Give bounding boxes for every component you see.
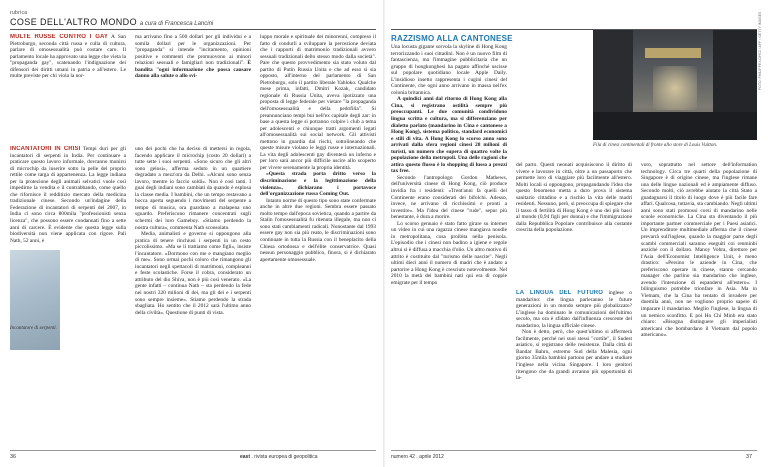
russia-story-p2: ma arrivano fino a 500 dollari per gli individui e a somila dollari per le organizzazioni. Per "propaganda" si intende "incitamento, opinioni positive e commenti che promuovono ai minori relazioni sessuali e famigliari non tradizionali". — [135, 34, 251, 67]
snake-charmer-photo — [10, 250, 60, 350]
column-byline: a cura di Francesca Lancini — [139, 21, 214, 27]
hongkong-story-p3: Secondo l'antropologo Gordon Mathews, dell'università cinese di Hong Kong, ciò produce invidia fra i residenti: «Trent'anni fa quelli del Continente erano considerati dei bifolchi. Adesso, invece, ne arrivano di ricchissimi e pronti a investire». Ma l'idea del cinese "rude", sepur più benestante, è dura a morire. — [391, 174, 507, 221]
snake-story-p2: uno dei pochi che ha deciso di mettersi in regola, facendo applicare il microchip (costo 20 dollari) a tutte sette i suoi serpenti. «Sono sicuro che gli altri sono gelosi», afferma seduto in un quartiere degradato a mezz'ora da Delhi. «Alcuni sono senza lavoro, mentre io faccio soldi». Non è così tanti. I guai degli indiani sono cambiati da quando è esplosa la classe media. I bambini, che un tempo restavano a bocca aperta seguendo i movimenti del serpente a tempo di musica, ora guardano a malapena uno sguardo. Preferiscono rimanere concentrati sugli schermi dei loro Gameboy. «Stiamo perdendo la nostra cultura», commenta Nath sconsolato. — [135, 146, 251, 231]
snake-story-p3: Media, animalisti e governo si oppongono alla pratica di tenere rinchiusi i serpenti in un cesto piccolissimo. «Ma se li trattiamo come figli», insiste l'incantatore. «Dormono con me e mangiano meglio di me». Sono ormai pochi coloro che rimangono gli incantatori negli spettacoli di matrimoni, compleanni e feste scolastiche. Forse il cobra, considerato un attributo del dio Shiva, non è più così venerato. «La gente infatti – continua Nath – sta perdendo la fede nei nostri 320 milioni di dei, ma gli dei e i serpenti sono sempre insieme». Stiamo perdendo la strada sbagliata. Ho sentito che il 2012 sarà l'ultimo anno della civiltà». Questione di punti di vista. — [135, 231, 251, 316]
language-story-col2 — [641, 162, 757, 444]
hongkong-story-col1 — [391, 44, 507, 444]
snake-story-col1b — [70, 146, 126, 436]
header-rule-left — [10, 29, 376, 30]
page-number-left: 36 — [10, 454, 17, 460]
hongkong-story-p4: Lo scorso gennaio è stato fatto girare su internet un video in cui una ragazza cinese mangiava noodle in metropolitana, cosa proibita nella penisola. L'episodio che i cinesi non badino a igiene e regole altrui si è diffusa a macchia d'olio. Un altro motivo di attrito è costituito dal "turismo delle nascite". Negli ultimi dieci anni il numero di madri che è andato a partorire a Hong Kong è cresciuto notevolmente. Nel 2010 la metà dei bambini nati qui era di coppie emigrate per il tempo — [391, 220, 507, 286]
footer-rule-left — [10, 450, 376, 451]
footer-brand: east — [240, 454, 251, 460]
russia-story-col3 — [260, 34, 376, 442]
column-title — [10, 17, 213, 27]
louis-vuitton-caption: Fila di cinesi continentali di fronte allo store di Louis Vuitton. — [593, 143, 718, 148]
column-name: COSE DELL'ALTRO MONDO — [10, 17, 137, 27]
photo-credit: FOTO: PHILIPPE LOPEZ / AFP / GETTY IMAGES — [758, 11, 762, 90]
russia-story-kicker: MULTE RUSSE CONTRO I GAY — [10, 34, 108, 40]
footer-rule-right — [391, 450, 757, 451]
snake-charmer-caption: Incantatore di serpenti. — [10, 326, 57, 331]
snake-story-col2 — [135, 146, 251, 442]
hongkong-story-p1: Una locusta gigante sorvola la skyline di Hong Kong terrorizzando i suoi cittadini. Non è un nuovo film di fantascienza, ma l'immagine pubblicitaria che un gruppo di hongkonghesi ha pagato affinché uscisse sul popolare quotidiano locale Apple Daily. L'insidioso insetto rappresenta i cugini cinesi del Continente, che ogni anno arrivano in massa nell'ex colonia britannica. — [391, 44, 507, 96]
page-fold — [383, 0, 385, 467]
footer-brand-left: east . rivista europea di geopolitica — [240, 454, 318, 460]
russia-story-p6: Intanto norme di questo tipo sono state confermate anche in altre due regioni. Sembra essere passato molto tempo dall'epoca sovietica, quando a partire da Stalin l'omosessualità fu ritenuta illegale, ma non ci sono stati cambiamenti radicali. Nonostante dal 1993 essere gay non sia più reato, le discriminazioni sono continuate in tutta la Russia con il beneplacito della Chiesa ortodossa e dell'élite conservatrice. Quasi nessun personaggio pubblico, finora, si è dichiarato apertamente omosessuale. — [260, 197, 376, 263]
rubrica-label: rubrica — [10, 10, 28, 16]
hongkong-story-p5: del parto. Questi neonati acquisiscono il diritto di vivere e lavorare in città, oltre a un passaporto che permette loro di viaggiare più facilmente all'estero. Molti locali si oppongono, propagandando l'idea che questo fenomeno metta a duro prova il sistema sanitario cittadino e a rischio la vita delle madri residenti. Nessuno, però, si preoccupa di spiegare che il tasso di fertilità di Hong Kong è uno dei più bassi al mondo (0,94 figli per donna) e che l'immigrazione dalla Repubblica Popolare contribuisce alla costante crescita della popolazione. — [516, 162, 632, 234]
russia-story-p1: A San Pietroburgo, seconda città russa e culla di cultura, parlare di omosessualità può costare caro. Il parlamento locale ha approvato una legge che vieta la "propaganda gay", scatenando l'indignazione dei difensori dei diritti umani in patria e all'estero. Le multe previste per chi viola la nor- — [10, 34, 126, 80]
hongkong-story-p2: A quindici anni dal ritorno di Hong Kong alla Cina, si registrano ostilità sempre più preoccupanti. Le due comunità condividono lingua scritta e cultura, ma si differenziano per dialetto parlato (mandarino in Cina e cantonese a Hong Kong), sistema politico, standard economici e stili di vita. A Hong Kong lo scorso anno sono arrivati dalla sfera regioni cinesi 28 milioni di turisti, un numero che supera di quattro volte la popolazione della metropoli. Una delle ragioni che attira questo flusso è lo shopping di lusso a prezzi tax free. — [391, 96, 507, 175]
russia-story-p4: luppo morale e spirituale dei minorenni, compreso il fatto di condurli a sviluppare la percezione deviata che i rapporti di matrimonio tradizionali avvero sessuali tradizionali dello stesso modo dalla società". Pare che questo provvedimento sia stato voluto dal partito di Putin Russia Unita e che ad esso si sia opposto, all'interno del parlamento di San Pietroburgo, solo il partito liberale Yabloko. Qualche mese prima, infatti, Dmitri Kozak, candidato regionale di Russia Unita, aveva ipotizzato una proposta di legge federale per vietare "la propaganda dell'omosessualità e della pedofilia". Si preannunciano tempi bui nell'ex capitale degli zar: in base a questa legge si potranno colpire i club a tema per adolescenti e chiunque tratti argomenti legati all'omosessualità sui social network. Gli attivisti mettono in guardia dai rischi, sottolineando che queste misure violano le leggi russe e internazionali. La vita degli adolescenti gay diventerà un inferno e per loro sarà ancor più difficile uscire allo scoperto per vivere serenamente la propria identità. — [260, 34, 376, 171]
language-story-p3: voro, soprattutto nel settore dell'information technology. Circa tre quarti della popolazione di Singapore è di origine cinese, ma l'inglese rimane una delle lingue nazionali ed è ampiamente diffuso. Secondo molti, ciò avrebbe aiutato la città Stato a guadagnarsi il titolo di luogo dove è più facile fare affari. Qualcosa, tuttavia, sta cambiando. Negli ultimi anni sono stati promossi corsi di mandarino nelle scuole economiche. La Cina sta diventando il più importante partner commerciale per i Paesi asiatici. Un imprenditore multimediale afferma che il cinese prevarrà sull'inglese, quando la maggior parte degli scambi commerciali saranno eseguiti coi renminbi anziché con il dollaro. Manoy Vohra, direttore per l'Asia dell'Economist Intelligence Unit, è meno drastico: «Persino le aziende in Cina, che preferiscono operare in cinese, stanno cercando manager che parlino sia mandarino che inglese, avendo l'intenzione di espandersi all'estero». I bilinguismo potrebbe trionfare in Asia. Ma in Vietnam, che la Cina ha tentato di invadere per duemila anni, non ne vogliono proprio sapere di imparare il mandarino. Meglio l'inglese, la lingua di un nemico sconfitto. E poi Ho Chi Minh era stato chiaro: «Bisogna distinguere gli imperialisti americani che bombardano il Vietnam dal popolo americano». — [641, 162, 757, 339]
footer-issue-right: numero 42 . aprile 2012 — [391, 454, 444, 460]
hongkong-story-kicker: RAZZISMO ALLA CANTONESE — [391, 34, 513, 43]
russia-story-p5: «Questa strada porta dritto verso la discriminazione e la legittimazione della violenza», dichiarano i portavoce dell'organizzazione russa Coming Out. — [260, 171, 376, 198]
russia-story-p3: È bandita "ogni informazione che possa causare danno alla salute o allo svi- — [135, 60, 251, 80]
language-story-p2: Non è detto, però, che quest'ultimo si affermerà facilmente, perché nei suoi stessi "cortile", il Sudest asiatico, si registrano delle resistenze. Dalla città di Bandar Bahru, estremo Sud della Malesia, ogni giorno 35mila bambini partono per andare a studiare l'inglese nella vicina Singapore. I loro genitori ritengono che da grandi avranno più opportunità di la- — [516, 329, 632, 382]
snake-story-p1: Tempi duri per gli incantatori di serpenti in India. Per continuare a praticare questo lavoro informale, dovranno munirsi di microchip da inserire sotto la pelle del proprio rettile come targa di appartenenza. La legge indiana per la protezione degli animali selvatici vuole così impedirne la vendita e il contrabbando, come quello che rifornisce il redditizio mercato della medicina tradizionale cinese. Secondo un'indagine della Federazione di incantatori di serpenti del 2007, in India ci sono circa 800mila "professionisti senza licenza", che possono essere condannati fino a sette anni di carcere. È evidente che questa legge sulla biodiversità non viene applicata con rigore. Pali Nath, 52 anni, è — [10, 146, 126, 244]
snake-story-kicker: INCANTATORI IN CRISI — [10, 146, 81, 152]
page-number-right: 37 — [746, 454, 753, 460]
hongkong-story-col2 — [516, 162, 632, 282]
language-story-col1 — [516, 290, 632, 444]
louis-vuitton-queue-photo — [593, 30, 757, 140]
language-story-p1: inglese o mandarino: che lingua parleranno le future generazioni in un mondo sempre più globalizzato? L'inglese ha dominato le comunicazioni dell'ultimo secolo, ma ora è sfidato dall'influenza crescente del mandarino, la lingua ufficiale cinese. — [516, 290, 632, 329]
language-story-kicker: LA LINGUA DEL FUTURO — [516, 290, 603, 296]
footer-subtitle: rivista europea di geopolitica — [254, 454, 318, 460]
